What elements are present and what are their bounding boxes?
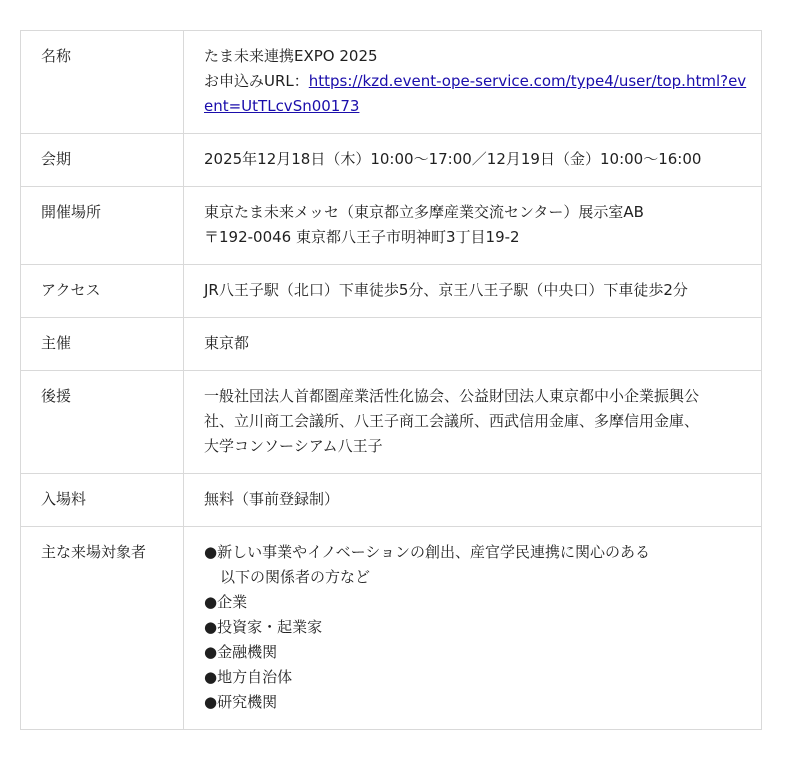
table-row-admission	[21, 474, 762, 527]
row-value	[184, 371, 762, 474]
table-row-venue	[21, 187, 762, 265]
table-row-period	[21, 134, 762, 187]
organizer: 東京都	[204, 334, 250, 352]
table-row-access	[21, 265, 762, 318]
supporters-line-2: 社、立川商工会議所、八王子商工会議所、西武信用金庫、多摩信用金庫、	[204, 412, 700, 430]
row-value	[184, 187, 762, 265]
row-label: 主な来場対象者	[21, 527, 184, 730]
list-item: ●金融機関	[204, 643, 278, 661]
list-item: ●研究機関	[204, 693, 278, 711]
table-row-name	[21, 31, 762, 134]
row-label: 開催場所	[21, 187, 184, 265]
event-info-table	[20, 30, 762, 730]
row-value	[184, 134, 762, 187]
supporters-line-3: 大学コンソーシアム八王子	[204, 437, 383, 455]
list-item-continuation: 以下の関係者の方など	[220, 568, 371, 586]
list-item: ●新しい事業やイノベーションの創出、産官学民連携に関心のある	[204, 543, 650, 561]
row-value	[184, 318, 762, 371]
access-info: JR八王子駅（北口）下車徒歩5分、京王八王子駅（中央口）下車徒歩2分	[204, 281, 688, 299]
supporters-line-1: 一般社団法人首都圏産業活性化協会、公益財団法人東京都中小企業振興公	[204, 387, 700, 405]
event-title: たま未来連携EXPO 2025	[204, 47, 378, 65]
row-label: 主催	[21, 318, 184, 371]
admission-fee: 無料（事前登録制）	[204, 490, 340, 508]
row-value	[184, 527, 762, 730]
url-prefix: お申込みURL：	[204, 72, 309, 90]
application-url-line	[204, 69, 755, 119]
venue-address: 〒192-0046 東京都八王子市明神町3丁目19-2	[204, 228, 520, 246]
row-value	[184, 31, 762, 134]
table-row-organizer	[21, 318, 762, 371]
row-label: 会期	[21, 134, 184, 187]
venue-name: 東京たま未来メッセ（東京都立多摩産業交流センター）展示室AB	[204, 203, 644, 221]
table-row-target-visitors	[21, 527, 762, 730]
row-label: 名称	[21, 31, 184, 134]
row-value	[184, 265, 762, 318]
list-item: ●企業	[204, 593, 248, 611]
list-item: ●投資家・起業家	[204, 618, 323, 636]
table-row-supporters	[21, 371, 762, 474]
list-item: ●地方自治体	[204, 668, 293, 686]
row-label: アクセス	[21, 265, 184, 318]
row-label: 後援	[21, 371, 184, 474]
application-url-link[interactable]: https://kzd.event-ope-service.com/type4/user/top.html?event=UtTLcvSn00173	[204, 72, 747, 115]
event-period: 2025年12月18日（木）10:00〜17:00／12月19日（金）10:00〜16:00	[204, 150, 702, 168]
row-value	[184, 474, 762, 527]
row-label: 入場料	[21, 474, 184, 527]
